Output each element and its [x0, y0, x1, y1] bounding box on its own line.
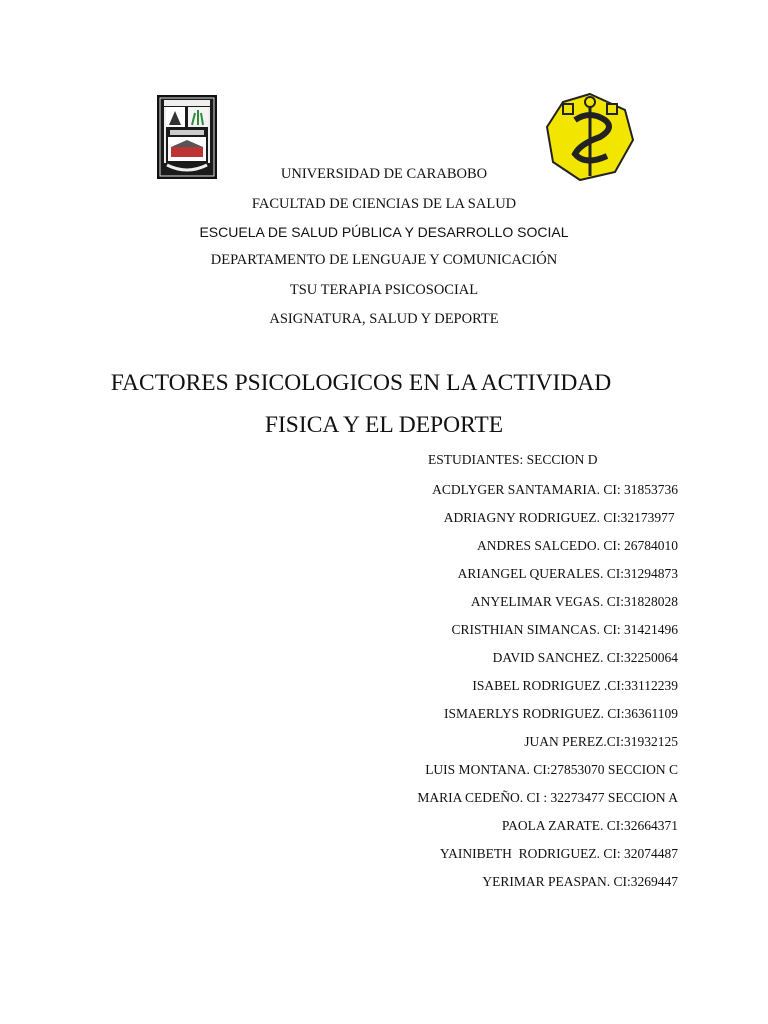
student-entry: CRISTHIAN SIMANCAS. CI: 31421496: [451, 622, 678, 637]
student-entry: MARIA CEDEÑO. CI : 32273477 SECCION A: [417, 790, 678, 805]
program-name: TSU TERAPIA PSICOSOCIAL: [289, 282, 479, 298]
student-entry: ISMAERLYS RODRIGUEZ. CI:36361109: [443, 706, 678, 721]
university-name: UNIVERSIDAD DE CARABOBO: [280, 166, 488, 182]
student-entry: PAOLA ZARATE. CI:32664371: [501, 818, 678, 833]
student-entry: LUIS MONTANA. CI:27853070 SECCION C: [425, 762, 678, 777]
student-entry: ANYELIMAR VEGAS. CI:31828028: [470, 594, 678, 609]
document-title-line-1: FACTORES PSICOLOGICOS EN LA ACTIVIDAD: [110, 370, 612, 396]
school-name: ESCUELA DE SALUD PÚBLICA Y DESARROLLO SOCIAL: [199, 224, 569, 240]
student-entry: DAVID SANCHEZ. CI:32250064: [492, 650, 678, 665]
student-entry: JUAN PEREZ.CI:31932125: [524, 734, 678, 749]
student-entry: ISABEL RODRIGUEZ .CI:33112239: [472, 678, 678, 693]
department-name: DEPARTAMENTO DE LENGUAJE Y COMUNICACIÓN: [210, 252, 558, 268]
document-title-line-2: FISICA Y EL DEPORTE: [264, 412, 504, 438]
student-entry: ANDRES SALCEDO. CI: 26784010: [476, 538, 678, 553]
student-entry: YERIMAR PEASPAN. CI:3269447: [482, 874, 678, 889]
students-header: ESTUDIANTES: SECCION D: [428, 452, 598, 467]
subject-name: ASIGNATURA, SALUD Y DEPORTE: [269, 311, 499, 327]
student-entry: ARIANGEL QUERALES. CI:31294873: [457, 566, 678, 581]
student-entry: ACDLYGER SANTAMARIA. CI: 31853736: [432, 482, 678, 497]
faculty-name: FACULTAD DE CIENCIAS DE LA SALUD: [251, 196, 517, 212]
student-entry: YAINIBETH RODRIGUEZ. CI: 32074487: [439, 846, 678, 861]
student-entry: ADRIAGNY RODRIGUEZ. CI:32173977: [443, 510, 678, 525]
